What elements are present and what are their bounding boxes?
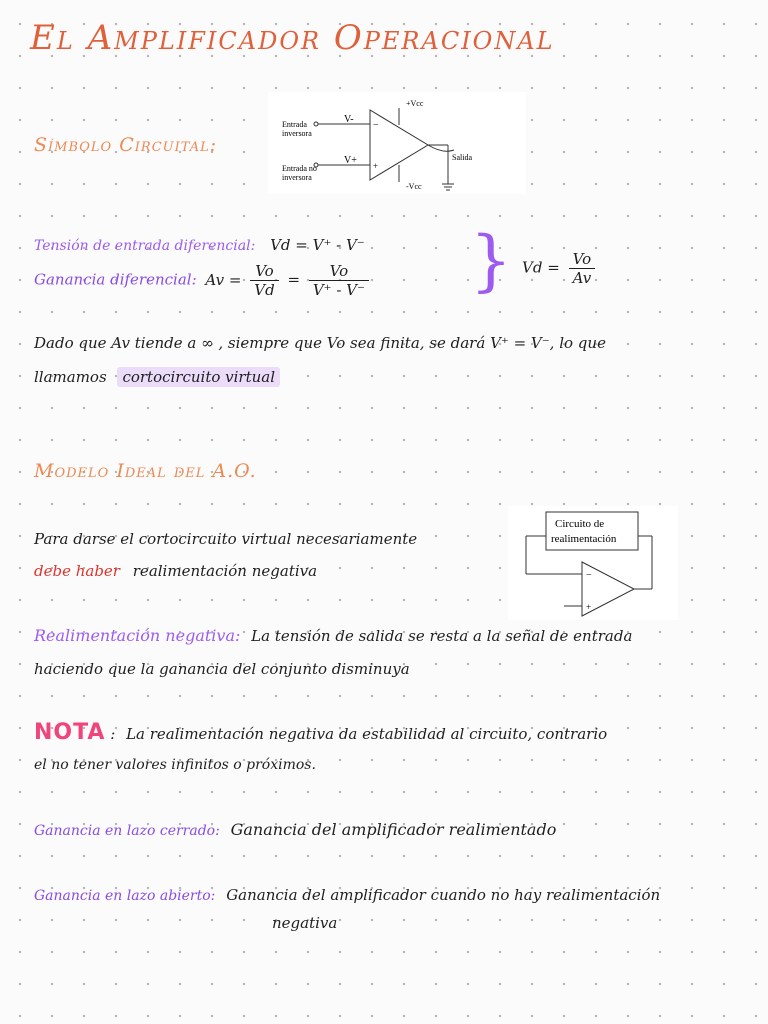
opamp-symbol-diagram [268,92,526,194]
vcc-neg-label: -Vcc [406,182,422,191]
ganancia-equals: = [287,270,301,289]
ganancia-lhs: Av = [205,270,242,289]
noninverting-label-2: inversora [282,173,312,182]
lazo-abierto-text-1: Ganancia del amplificador cuando no hay realimentación [226,886,661,904]
inverting-label-2: inversora [282,129,312,138]
curly-brace: } [470,222,512,299]
fraction-2-num: Vo [309,262,369,281]
output-label: Salida [452,153,472,162]
tension-row [34,236,365,254]
ganancia-label: Ganancia diferencial: [34,270,197,289]
feedback-diagram [508,506,678,620]
side-lhs: Vd = [522,258,560,277]
feedback-plus-sign: + [586,602,592,612]
fraction-2-den: V⁺ - V⁻ [312,281,365,299]
nota-label: NOTA [34,720,106,745]
opamp-symbol-figure [268,92,526,194]
virtual-short-highlight: cortocircuito virtual [117,367,280,387]
modelo-rest-text: realimentación negativa [132,562,318,580]
lazo-abierto-label: Ganancia en lazo abierto: [34,888,216,904]
feedback-box-text-2: realimentación [551,533,617,545]
noninverting-label-1: Entrada no [282,164,317,173]
lazo-abierto-row [34,886,660,904]
tension-label: Tensión de entrada diferencial: [34,238,256,254]
lazo-abierto-text-2: negativa [272,914,338,932]
modelo-line-1: Para darse el cortocircuito virtual necesariamente [34,530,418,548]
ganancia-fraction-1 [250,262,278,299]
nota-line-1 [34,720,607,745]
fraction-1-num: Vo [250,262,278,281]
feedback-box-text-1: Circuito de [555,518,605,530]
ganancia-fraction-2 [309,262,369,299]
lazo-cerrado-row [34,820,556,839]
inverting-sign: − [373,120,379,131]
ganancia-row [34,262,373,299]
modelo-line-2 [34,562,317,580]
tension-formula: Vd = V⁺ - V⁻ [270,236,365,254]
side-fraction [569,250,596,287]
v-minus-label: V- [344,114,354,125]
feedback-minus-sign: − [586,570,592,581]
side-fraction-den: Av [572,269,592,287]
side-formula [522,250,599,287]
dado-line-2 [34,368,280,386]
page-title: El Amplificador Operacional [30,18,555,58]
realimentacion-text-1: La tensión de salida se resta a la señal de entrada [251,627,633,645]
realimentacion-label: Realimentación negativa: [34,626,241,645]
inverting-label-1: Entrada [282,120,307,129]
v-plus-label: V+ [344,155,357,166]
symbol-heading: Símbolo Circuital: [34,134,218,156]
nota-text-2: el no tener valores infinitos o próximos. [34,757,316,773]
inverting-input-terminal [314,122,318,126]
feedback-figure [508,506,678,620]
model-heading: Modelo Ideal del A.O. [34,460,257,482]
nota-text-1: La realimentación negativa da estabilidad al circuito, contrario [126,725,608,743]
nota-colon: : [110,725,116,743]
realimentacion-line-1 [34,626,632,645]
realimentacion-text-2: haciendo que la ganancia del conjunto disminuya [34,660,410,678]
vcc-pos-label: +Vcc [406,99,424,108]
noninverting-sign: + [373,161,379,171]
lazo-cerrado-text: Ganancia del amplificador realimentado [230,820,557,839]
dado-line-1: Dado que Av tiende a ∞ , siempre que Vo sea finita, se dará V⁺ = V⁻, lo que [34,334,606,352]
fraction-1-den: Vd [254,281,275,299]
side-fraction-num: Vo [569,250,596,269]
dado-prefix: llamamos [34,368,107,386]
modelo-red-text: debe haber [34,562,120,580]
output-arrow [428,145,454,151]
lazo-cerrado-label: Ganancia en lazo cerrado: [34,823,220,839]
